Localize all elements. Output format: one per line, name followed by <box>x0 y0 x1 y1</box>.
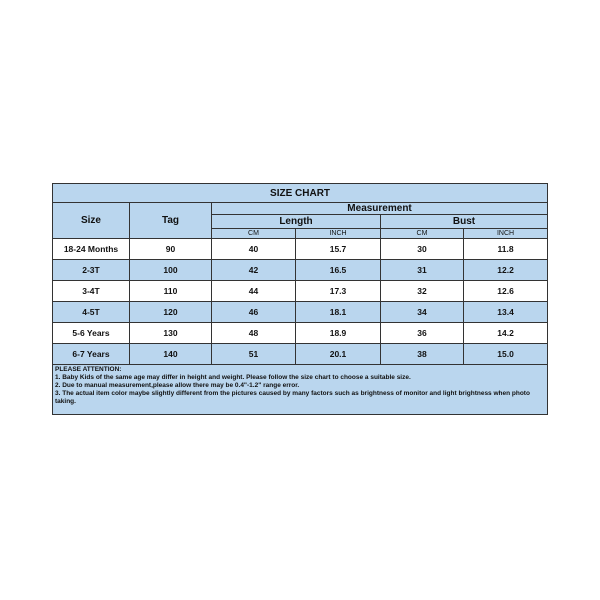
size-header: Size <box>53 203 130 239</box>
note-item: 2. Due to manual measurement,please allow there may be 0.4"-1.2" range error. <box>55 382 300 389</box>
bust-header: Bust <box>381 215 548 229</box>
table-row <box>53 344 548 365</box>
length-inch-header: INCH <box>296 229 381 239</box>
tag-cell: 100 <box>130 260 212 281</box>
length-inch-cell: 20.1 <box>296 344 381 365</box>
table-row <box>53 260 548 281</box>
bust-cm-header: CM <box>381 229 464 239</box>
tag-cell: 110 <box>130 281 212 302</box>
size-cell: 6-7 Years <box>53 344 130 365</box>
table-row <box>53 281 548 302</box>
tag-cell: 140 <box>130 344 212 365</box>
length-cm-cell: 40 <box>212 239 296 260</box>
bust-inch-cell: 12.6 <box>464 281 548 302</box>
size-cell: 2-3T <box>53 260 130 281</box>
bust-inch-cell: 14.2 <box>464 323 548 344</box>
bust-cm-cell: 38 <box>381 344 464 365</box>
bust-inch-cell: 13.4 <box>464 302 548 323</box>
length-cm-cell: 51 <box>212 344 296 365</box>
length-header: Length <box>212 215 381 229</box>
bust-inch-cell: 12.2 <box>464 260 548 281</box>
length-cm-cell: 46 <box>212 302 296 323</box>
length-inch-cell: 16.5 <box>296 260 381 281</box>
bust-inch-header: INCH <box>464 229 548 239</box>
notes-title: PLEASE ATTENTION: <box>55 366 122 373</box>
table-row <box>53 239 548 260</box>
size-chart-table <box>52 183 548 415</box>
bust-cm-cell: 31 <box>381 260 464 281</box>
bust-cm-cell: 30 <box>381 239 464 260</box>
bust-cm-cell: 32 <box>381 281 464 302</box>
tag-cell: 130 <box>130 323 212 344</box>
note-item: 3. The actual item color maybe slightly different from the pictures caused by many factors such as brightness of monitor and light brightness when photo taking. <box>55 390 530 405</box>
chart-title: SIZE CHART <box>53 184 548 203</box>
attention-notes <box>53 365 548 415</box>
tag-cell: 90 <box>130 239 212 260</box>
size-cell: 18-24 Months <box>53 239 130 260</box>
note-item: 1. Baby Kids of the same age may differ in height and weight. Please follow the size chart to choose a suitable size. <box>55 374 411 381</box>
length-inch-cell: 18.9 <box>296 323 381 344</box>
length-cm-cell: 48 <box>212 323 296 344</box>
length-inch-cell: 17.3 <box>296 281 381 302</box>
table-row <box>53 323 548 344</box>
measurement-header: Measurement <box>212 203 548 215</box>
length-cm-header: CM <box>212 229 296 239</box>
size-cell: 4-5T <box>53 302 130 323</box>
length-inch-cell: 18.1 <box>296 302 381 323</box>
length-cm-cell: 44 <box>212 281 296 302</box>
tag-cell: 120 <box>130 302 212 323</box>
table-row <box>53 302 548 323</box>
bust-inch-cell: 15.0 <box>464 344 548 365</box>
length-inch-cell: 15.7 <box>296 239 381 260</box>
bust-cm-cell: 34 <box>381 302 464 323</box>
bust-cm-cell: 36 <box>381 323 464 344</box>
size-cell: 5-6 Years <box>53 323 130 344</box>
length-cm-cell: 42 <box>212 260 296 281</box>
bust-inch-cell: 11.8 <box>464 239 548 260</box>
tag-header: Tag <box>130 203 212 239</box>
size-cell: 3-4T <box>53 281 130 302</box>
